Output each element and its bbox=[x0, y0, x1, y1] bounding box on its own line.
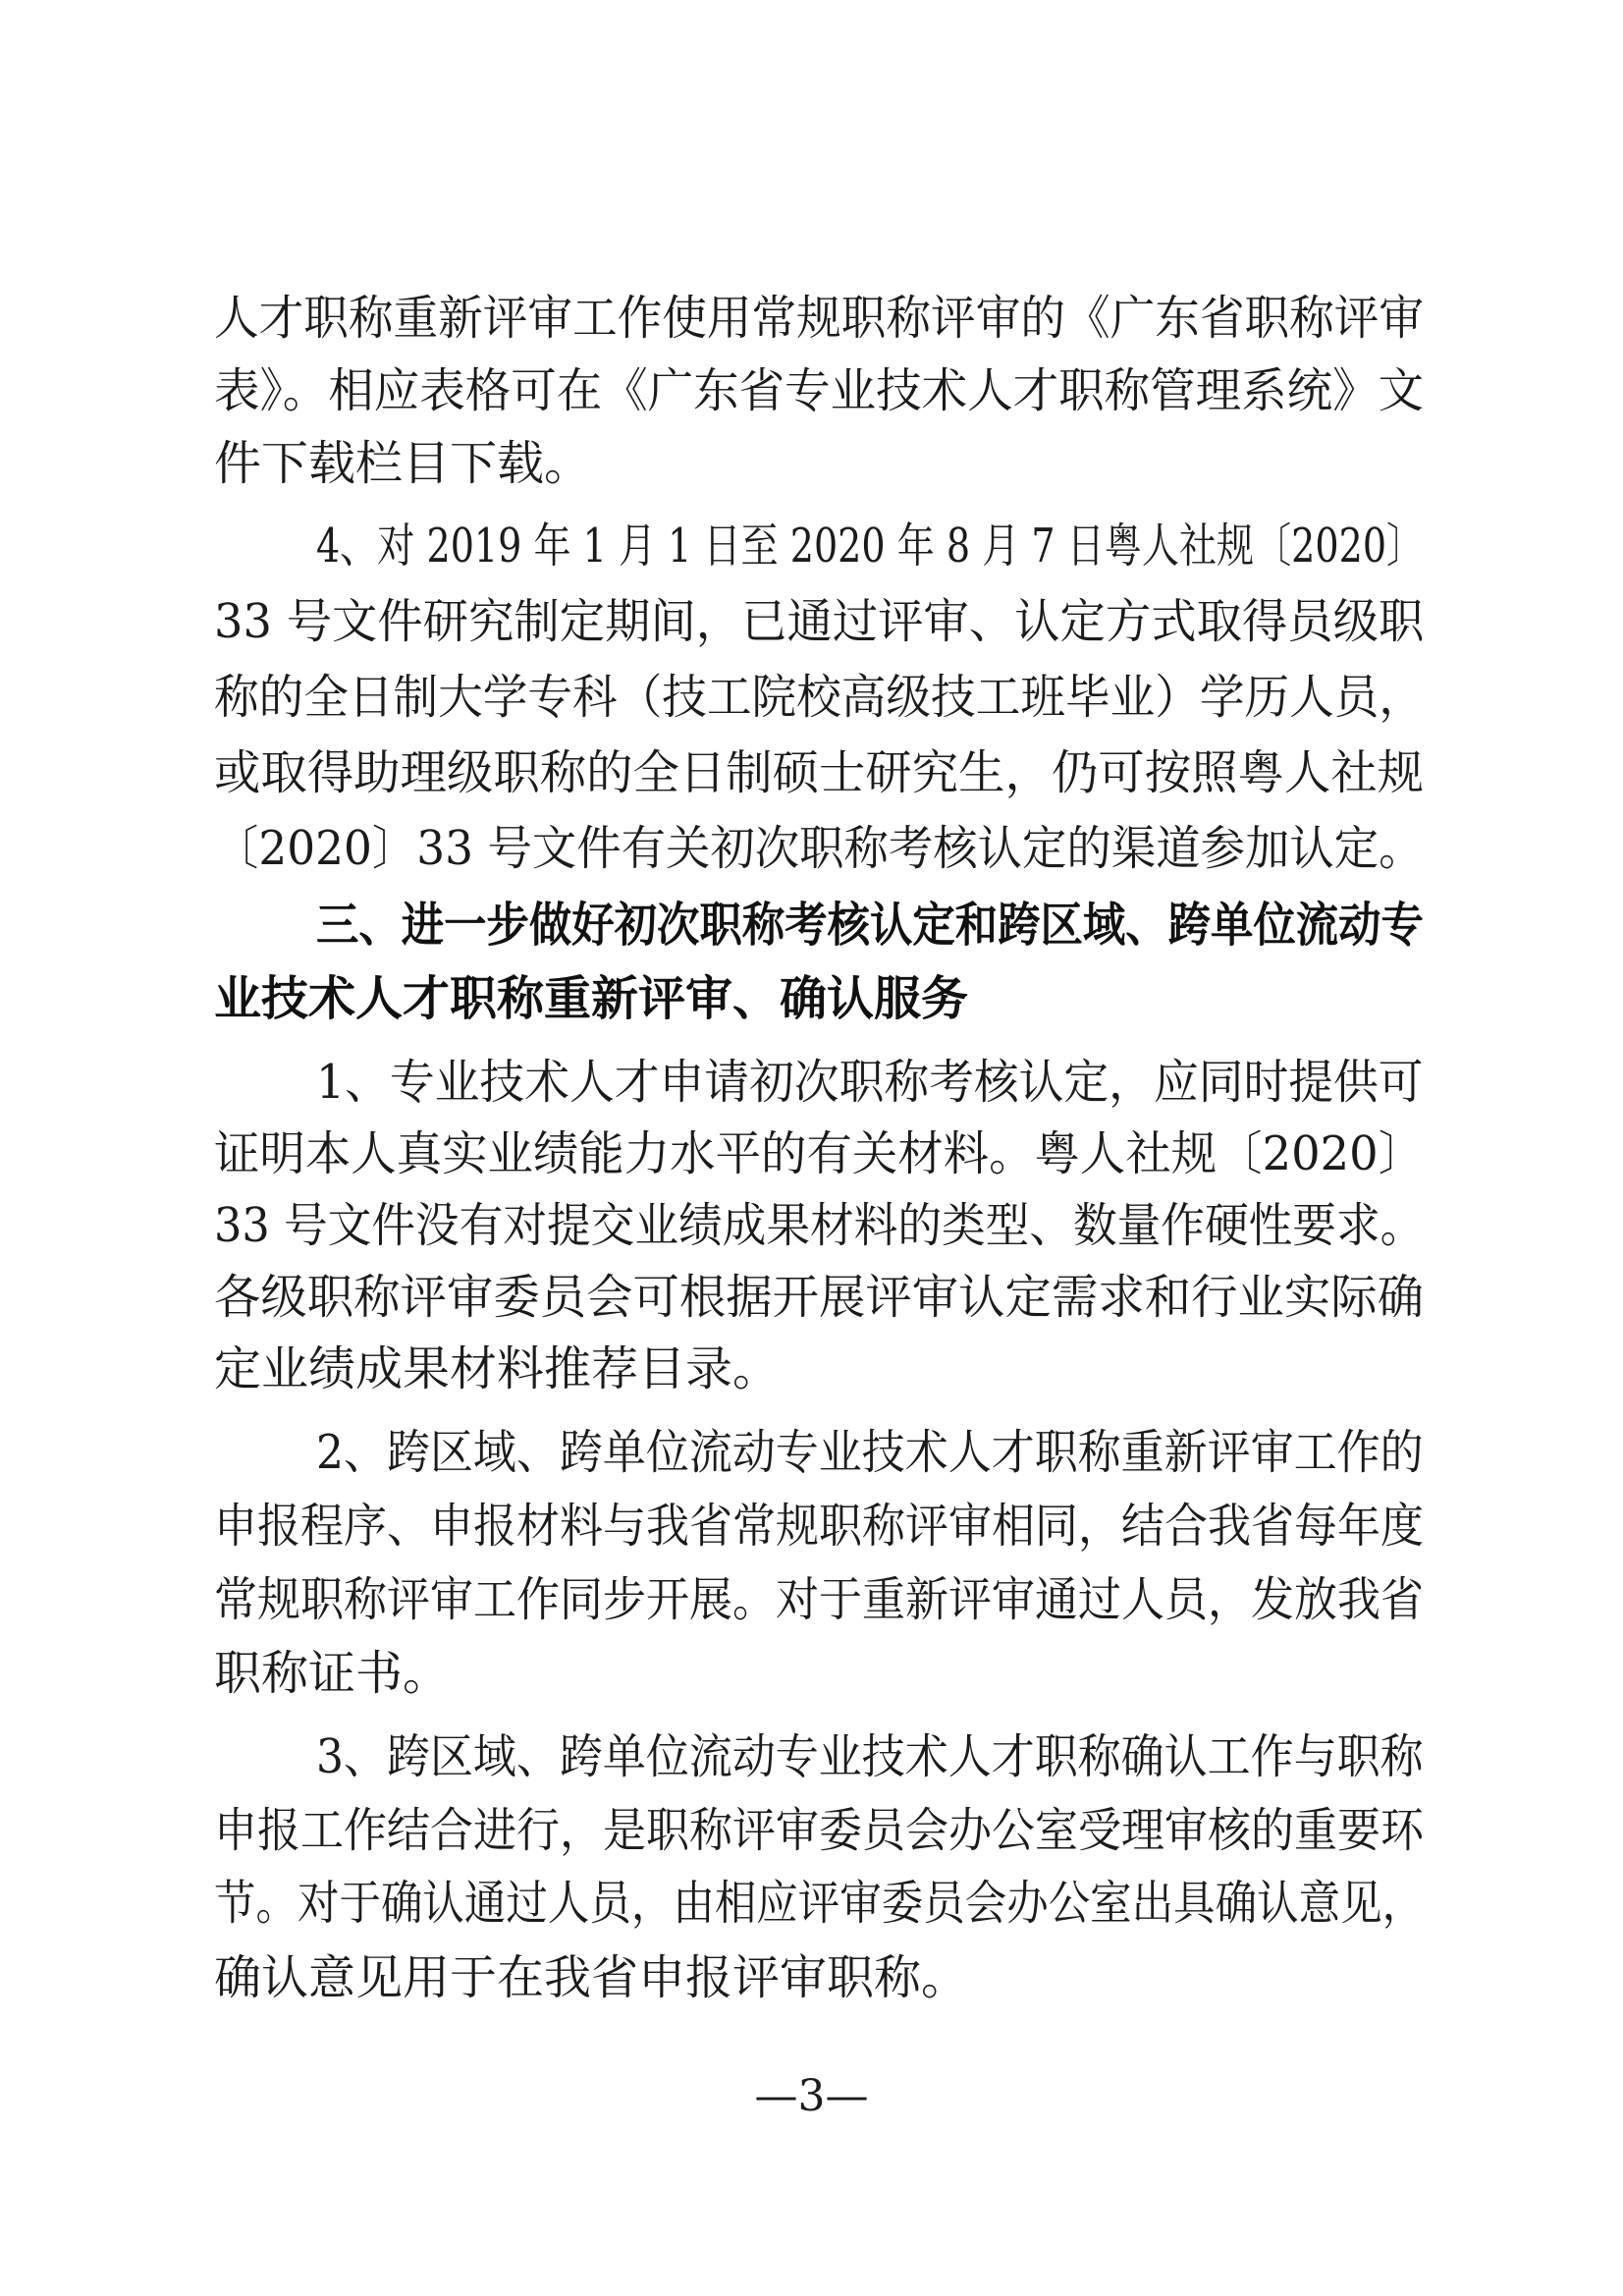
text-line-15: 定业绩成果材料推荐目录。 bbox=[214, 1341, 781, 1396]
text-line-8: 〔2020〕33 号文件有关初次职称考核认定的渠道参加认定。 bbox=[214, 821, 1424, 876]
text-line-6: 称的全日制大学专科（技工院校高级技工班毕业）学历人员， bbox=[214, 670, 1424, 725]
text-line-20: 3、跨区域、跨单位流动专业技术人才职称确认工作与职称 bbox=[316, 1729, 1424, 1784]
text-line-11: 1、专业技术人才申请初次职称考核认定，应同时提供可 bbox=[316, 1055, 1424, 1110]
text-line-3: 件下载栏目下载。 bbox=[214, 436, 592, 491]
text-line-4: 4、对 2019 年 1 月 1 日至 2020 年 8 月 7 日粤人社规〔2020〕 bbox=[316, 519, 1425, 574]
text-line-5: 33 号文件研究制定期间，已通过评审、认定方式取得员级职 bbox=[214, 594, 1425, 649]
section-heading-line-2: 业技术人才职称重新评审、确认服务 bbox=[214, 971, 969, 1026]
text-line-13: 33 号文件没有对提交业绩成果材料的类型、数量作硬性要求。 bbox=[214, 1198, 1425, 1253]
text-line-19: 职称证书。 bbox=[214, 1646, 451, 1701]
text-line-14: 各级职称评审委员会可根据开展评审认定需求和行业实际确 bbox=[214, 1270, 1425, 1325]
text-line-23: 确认意见用于在我省申报评审职称。 bbox=[214, 1950, 969, 2005]
section-heading-line-1: 三、进一步做好初次职称考核认定和跨区域、跨单位流动专 bbox=[316, 898, 1424, 953]
text-line-17: 申报程序、申报材料与我省常规职称评审相同，结合我省每年度 bbox=[214, 1499, 1425, 1554]
text-line-2: 表》。相应表格可在《广东省专业技术人才职称管理系统》文 bbox=[214, 363, 1425, 418]
text-line-22: 节。对于确认通过人员，由相应评审委员会办公室出具确认意见， bbox=[214, 1876, 1425, 1931]
text-line-18: 常规职称评审工作同步开展。对于重新评审通过人员，发放我省 bbox=[214, 1572, 1425, 1627]
text-line-12: 证明本人真实业绩能力水平的有关材料。粤人社规〔2020〕 bbox=[214, 1126, 1425, 1181]
text-line-1: 人才职称重新评审工作使用常规职称评审的《广东省职称评审 bbox=[214, 291, 1424, 346]
text-line-7: 或取得助理级职称的全日制硕士研究生，仍可按照粤人社规 bbox=[214, 745, 1425, 800]
page-number: —3— bbox=[754, 2071, 869, 2121]
text-line-16: 2、跨区域、跨单位流动专业技术人才职称重新评审工作的 bbox=[316, 1425, 1424, 1480]
text-line-21: 申报工作结合进行，是职称评审委员会办公室受理审核的重要环 bbox=[214, 1803, 1425, 1858]
